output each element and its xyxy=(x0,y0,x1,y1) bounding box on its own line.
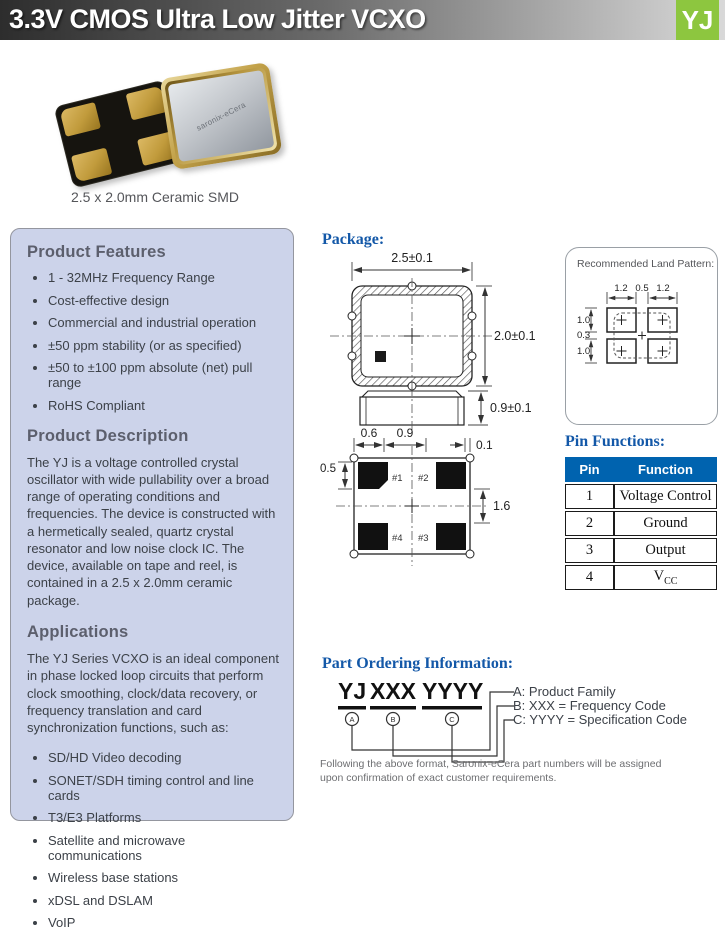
function-cell xyxy=(614,565,717,590)
lp-dim-pad-w2: 1.2 xyxy=(656,283,670,294)
pad-3 xyxy=(436,523,466,550)
marker-c: C xyxy=(449,715,455,724)
vcc-main: V xyxy=(653,568,665,585)
dim-row-pitch: 1.6 xyxy=(493,499,511,513)
dim-pad-edge: 0.1 xyxy=(476,438,493,452)
header-bar xyxy=(0,0,725,40)
package-drawing xyxy=(318,248,553,598)
ordering-note: Following the above format, Saronix-eCera part numbers will be assigned upon confirmation of exact customer requirements. xyxy=(320,758,662,785)
ordering-legend xyxy=(513,685,687,727)
legend-line-b: B: XXX = Frequency Code xyxy=(513,698,666,713)
dim-pad-height: 0.5 xyxy=(320,463,336,475)
function-cell: Voltage Control xyxy=(614,484,717,509)
code-specification: YYYY xyxy=(422,678,484,704)
applications-intro: The YJ Series VCXO is an ideal component in phase locked loop circuits that perform clock smoothing, clock/data recovery, or frequency translation and card synchronization functions, such as: xyxy=(27,651,279,736)
package-bottom-view xyxy=(320,426,510,566)
application-item: • VoIP xyxy=(48,915,281,930)
pin-cell: 3 xyxy=(565,538,614,563)
pad-label-1: #1 xyxy=(392,473,403,484)
pin1-marker xyxy=(375,351,386,362)
col-header-function: Function xyxy=(614,457,717,482)
feature-item: • 1 - 32MHz Frequency Range xyxy=(48,270,281,285)
photo-caption: 2.5 x 2.0mm Ceramic SMD xyxy=(70,189,240,205)
series-badge: YJ xyxy=(676,0,719,40)
table-row xyxy=(565,511,717,536)
chip-top-view-photo xyxy=(159,62,282,170)
function-cell: Output xyxy=(614,538,717,563)
legend-line-c: C: YYYY = Specification Code xyxy=(513,712,688,727)
feature-item: • ±50 ppm stability (or as specified) xyxy=(48,338,281,353)
product-features-section xyxy=(27,243,281,413)
page-title: 3.3V CMOS Ultra Low Jitter VCXO xyxy=(9,4,426,34)
ordering-heading: Part Ordering Information: xyxy=(322,655,514,672)
chip-gold-rim xyxy=(164,67,278,166)
package-heading: Package: xyxy=(322,231,385,248)
chip-pad xyxy=(60,102,101,137)
marker-a: A xyxy=(349,715,355,724)
package-side-view xyxy=(360,387,532,430)
product-description-section xyxy=(27,427,281,610)
chip-logo-text: saronix-eCera xyxy=(194,99,248,133)
pad-label-4: #4 xyxy=(392,533,403,544)
table-row xyxy=(565,484,717,509)
description-heading: Product Description xyxy=(27,426,189,445)
pad-label-2: #2 xyxy=(418,473,429,484)
application-item: • T3/E3 Platforms xyxy=(48,810,281,825)
application-item: • xDSL and DSLAM xyxy=(48,893,281,908)
code-family: YJ xyxy=(338,678,367,704)
pad-4 xyxy=(358,523,388,550)
legend-line-a: A: Product Family xyxy=(513,684,616,699)
pin-functions-table xyxy=(565,455,717,592)
dim-pad-pitch: 0.9 xyxy=(396,426,414,440)
application-item: • SONET/SDH timing control and line cards xyxy=(48,773,281,803)
info-panel xyxy=(10,228,294,930)
code-frequency: XXX xyxy=(370,678,417,704)
table-row xyxy=(565,565,717,590)
features-heading: Product Features xyxy=(27,243,166,261)
application-item: • Wireless base stations xyxy=(48,870,281,885)
pad-label-3: #3 xyxy=(418,533,429,544)
table-row xyxy=(565,538,717,563)
table-header-row xyxy=(565,457,717,482)
dim-top-width: 2.5±0.1 xyxy=(391,251,433,265)
chip-pad xyxy=(71,148,112,183)
application-item: • Satellite and microwave communications xyxy=(48,833,281,863)
lp-dim-gap: 0.5 xyxy=(635,283,649,294)
land-pattern-box xyxy=(565,247,718,425)
applications-list xyxy=(27,750,281,930)
lp-dim-pad-h1: 1.0 xyxy=(577,315,591,326)
lp-dim-pad-h2: 1.0 xyxy=(577,346,591,357)
vcc-sub: CC xyxy=(664,575,678,587)
feature-item: • RoHS Compliant xyxy=(48,398,281,413)
dim-pad-width: 0.6 xyxy=(360,426,378,440)
pin-cell: 1 xyxy=(565,484,614,509)
feature-item: • Commercial and industrial operation xyxy=(48,315,281,330)
col-header-pin: Pin xyxy=(565,457,614,482)
chip-metal-lid xyxy=(167,70,274,162)
dim-thickness: 0.9±0.1 xyxy=(490,401,532,415)
pin-cell: 2 xyxy=(565,511,614,536)
pin-functions-heading: Pin Functions: xyxy=(565,433,666,450)
feature-item: • Cost-effective design xyxy=(48,293,281,308)
package-top-view xyxy=(330,251,536,398)
pin-cell: 4 xyxy=(565,565,614,590)
applications-heading: Applications xyxy=(27,623,129,642)
feature-item: • ±50 to ±100 ppm absolute (net) pull range xyxy=(48,360,281,390)
function-cell: Ground xyxy=(614,511,717,536)
land-pattern-title: Recommended Land Pattern: xyxy=(577,258,715,270)
lp-dim-vgap: 0.3 xyxy=(577,330,591,341)
pad-2 xyxy=(436,462,466,489)
features-list xyxy=(27,270,281,413)
application-item: • SD/HD Video decoding xyxy=(48,750,281,765)
description-text: The YJ is a voltage controlled crystal oscillator with wide pullability over a broad range of operating conditions and frequencies. The device is constructed with a hermetically sealed, quartz crystal resonator and low noise clock IC. The device, available on tape and reel, is contained in a 2.5 x 2.0mm ceramic package. xyxy=(27,454,276,608)
dim-side-height: 2.0±0.1 xyxy=(494,329,536,343)
marker-b: B xyxy=(390,715,396,724)
land-pattern-drawing xyxy=(577,282,714,402)
applications-section xyxy=(27,623,281,930)
lp-dim-pad-w1: 1.2 xyxy=(614,283,628,294)
